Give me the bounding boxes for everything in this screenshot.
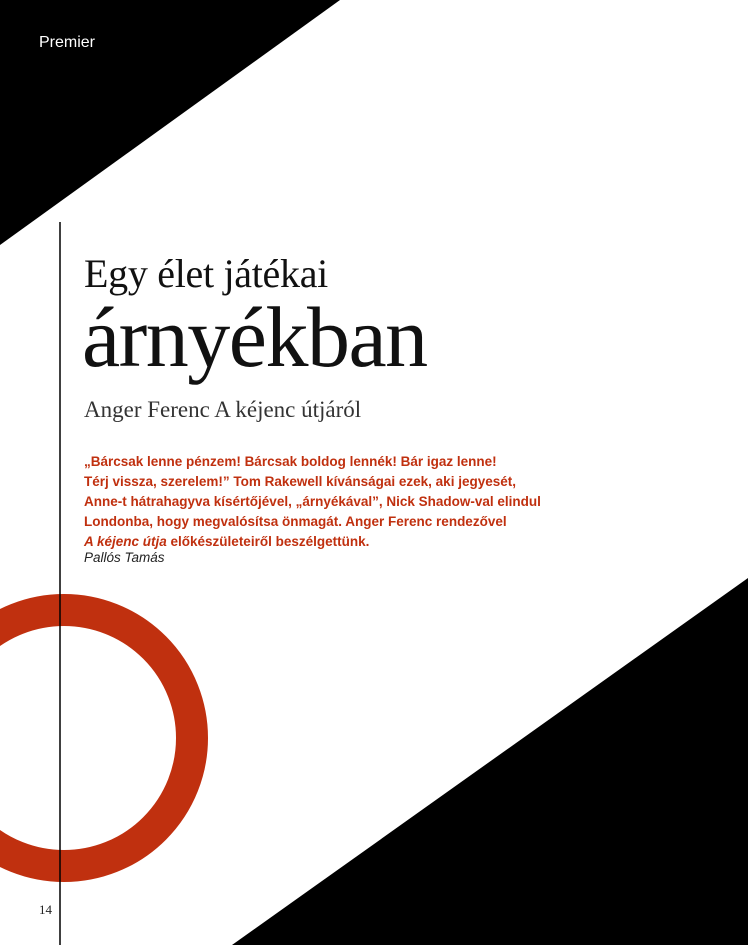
bottom-right-black-triangle xyxy=(232,578,748,945)
title-line-1: Egy élet játékai xyxy=(84,251,328,296)
lead-line: Londonba, hogy megvalósítsa önmagát. Anger Ferenc rendezővel xyxy=(84,514,507,529)
lead-line: „Bárcsak lenne pénzem! Bárcsak boldog lennék! Bár igaz lenne! xyxy=(84,454,497,469)
lead-line: Anne-t hátrahagyva kísértőjével, „árnyékával”, Nick Shadow-val elindul xyxy=(84,494,541,509)
red-ring xyxy=(0,610,192,866)
lead-line: Térj vissza, szerelem!” Tom Rakewell kívánságai ezek, aki jegyesét, xyxy=(84,474,516,489)
page-number: 14 xyxy=(39,902,52,917)
production-title: A kéjenc útja xyxy=(84,534,167,549)
author: Pallós Tamás xyxy=(84,550,165,565)
lead-line-rest: előkészületeiről beszélgettünk. xyxy=(166,534,370,549)
lead-line-last xyxy=(84,532,564,552)
lead-paragraph xyxy=(84,452,564,552)
subtitle: Anger Ferenc A kéjenc útjáról xyxy=(84,397,362,422)
section-label: Premier xyxy=(39,34,96,51)
title-line-2: árnyékban xyxy=(82,289,427,385)
